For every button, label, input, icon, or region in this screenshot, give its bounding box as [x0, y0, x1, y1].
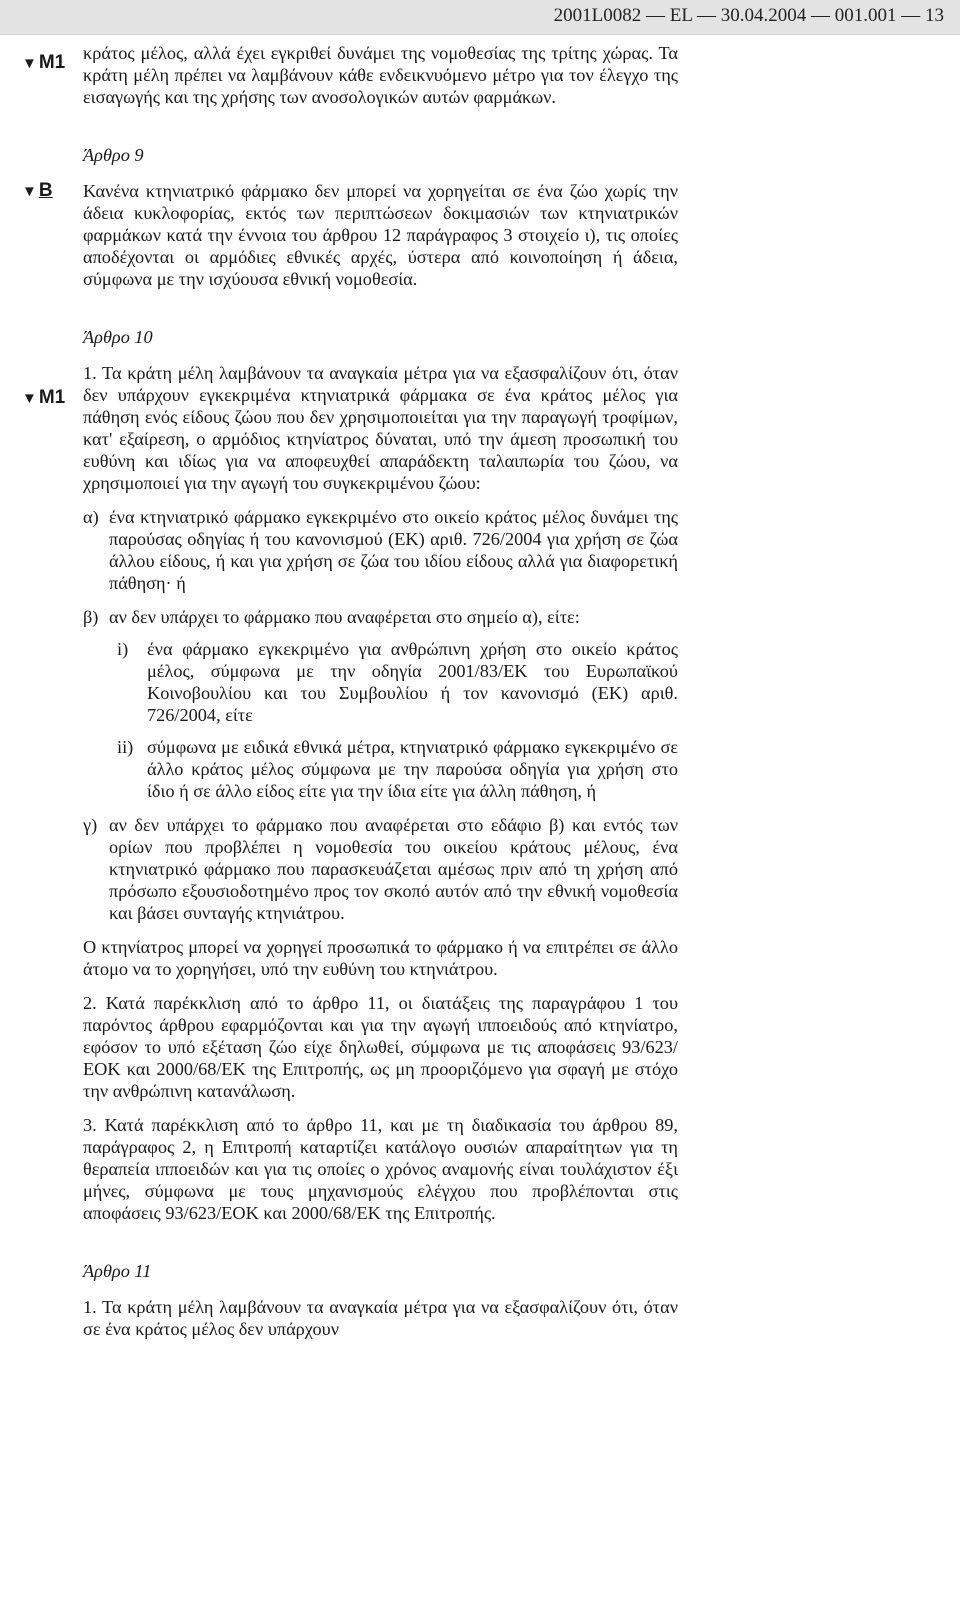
list-item: [83, 814, 678, 924]
document-reference: 2001L0082 — EL — 30.04.2004 — 001.001 — 13: [553, 5, 944, 26]
article-heading: Άρθρο 10: [83, 327, 153, 347]
list-label: ii): [117, 737, 134, 757]
list-item: [83, 606, 678, 628]
list-text: ένα φάρμακο εγκεκριμένο για ανθρώπινη χρήση στο οικείο κράτος μέλος, σύμφωνα με την οδηγία 2001/83/ΕΚ του Ευρωπαϊκού Κοινοβουλίου και του Συμβουλίου ή τον κανονισμό (ΕΚ) αριθ. 726/2004, είτε: [147, 639, 678, 725]
amendment-marker-m1: ▼ M1: [22, 52, 66, 73]
list-label: β): [83, 607, 99, 627]
list-text: αν δεν υπάρχει το φάρμακο που αναφέρεται στο σημείο α), είτε:: [109, 607, 580, 627]
triangle-down-icon: ▼: [22, 183, 37, 200]
list-text: αν δεν υπάρχει το φάρμακο που αναφέρεται στο εδάφιο β) και εντός των ορίων που προβλέπει η νομοθεσία του οικείου κράτους μέλους, ένα κτηνιατρικό φάρμακο που παρασκευάζεται αμέσως πριν από τη χρήση από πρόσωπο εξουσιοδοτημένο προς τον σκοπό αυτόν από την εθνική νομοθεσία και βάσει συνταγής κτηνιάτρου.: [109, 815, 678, 923]
triangle-down-icon: ▼: [22, 390, 37, 407]
article-10-paragraph-3: 3. Κατά παρέκκλιση από το άρθρο 11, και με τη διαδικασία του άρθρου 89, παράγραφος 2, η Επιτροπή καταρτίζει κατάλογο ουσιών απαραίτητων για τη θεραπεία ιπποειδών και για τις οποίες ο χρόνος αναμονής είναι τουλάχιστον έξι μήνες, σύμφωνα με τους μηχανισμούς ελέγχου που προβλέπονται στις αποφάσεις 93/623/ΕΟΚ και 2000/68/ΕΚ της Επιτροπής.: [83, 1115, 678, 1223]
amendment-marker-b: ▼ B: [22, 180, 53, 201]
page-header: [0, 0, 960, 35]
list-label: γ): [83, 815, 98, 835]
article-heading: Άρθρο 9: [83, 145, 144, 165]
article-10-paragraph-1: 1. Τα κράτη μέλη λαμβάνουν τα αναγκαία μέτρα για να εξασφαλίζουν ότι, όταν δεν υπάρχουν εγκεκριμένα κτηνιατρικά φάρμακα σε ένα κράτος μέλος για πάθηση ενός είδους ζώου που δεν χρησιμοποιείται για την παραγωγή τροφίμων, κατ' εξαίρεση, ο αρμόδιος κτηνίατρος δύναται, υπό την άμεση προσωπική του ευθύνη και ιδίως για να αποφευχθεί απαράδεκτη ταλαιπωρία του ζώου, να χρησιμοποιεί για την αγωγή του συγκεκριμένου ζώου:: [83, 363, 678, 493]
article-10-vet-paragraph: Ο κτηνίατρος μπορεί να χορηγεί προσωπικά το φάρμακο ή να επιτρέπει σε άλλο άτομο να το χορηγήσει, υπό την ευθύνη του κτηνιάτρου.: [83, 937, 678, 979]
list-item: [117, 638, 678, 726]
list-text: σύμφωνα με ειδικά εθνικά μέτρα, κτηνιατρικό φάρμακο εγκεκριμένο σε άλλο κράτος μέλος σύμφωνα με την παρούσα οδηγία για χρήση στο ίδιο ή σε άλλο είδος είτε για την ίδια είτε για άλλη πάθηση, ή: [147, 737, 678, 801]
article-10-paragraph-2: 2. Κατά παρέκκλιση από το άρθρο 11, οι διατάξεις της παραγράφου 1 του παρόντος άρθρου εφαρμόζονται και για την αγωγή ιπποειδούς από κτηνίατρο, εφόσον το υπό εξέταση ζώο είχε δηλωθεί, σύμφωνα με τις αποφάσεις 93/623/ΕΟΚ και 2000/68/ΕΚ της Επιτροπής, ως μη προοριζόμενο για σφαγή με στόχο την ανθρώπινη κατανάλωση.: [83, 993, 678, 1101]
list-item: [117, 736, 678, 802]
triangle-down-icon: ▼: [22, 55, 37, 72]
article-9-text: Κανένα κτηνιατρικό φάρμακο δεν μπορεί να χορηγείται σε ένα ζώο χωρίς την άδεια κυκλοφορίας, εκτός των περιπτώσεων δοκιμασιών των κτηνιατρικών φαρμάκων κατά την έννοια του άρθρου 12 παράγραφος 3 στοιχείο ι), τις οποίες αποδέχονται οι αρμόδιες εθνικές αρχές, ύστερα από κοινοποίηση ή άδεια, σύμφωνα με την ισχύουσα εθνική νομοθεσία.: [83, 181, 678, 289]
list-label: i): [117, 639, 129, 659]
list-text: ένα κτηνιατρικό φάρμακο εγκεκριμένο στο οικείο κράτος μέλος δυνάμει της παρούσας οδηγίας ή του κανονισμού (ΕΚ) αριθ. 726/2004 για χρήση σε ζώα άλλου είδους, ή και για χρήση σε ζώα του ιδίου είδους αλλά για διαφορετική πάθηση· ή: [109, 507, 678, 593]
sub-list: [83, 638, 678, 802]
list-item: [83, 506, 678, 594]
document-body: [83, 42, 678, 1340]
amendment-marker-m1: ▼ M1: [22, 387, 66, 408]
intro-paragraph: κράτος μέλος, αλλά έχει εγκριθεί δυνάμει της νομοθεσίας της τρίτης χώρας. Τα κράτη μέλη πρέπει να λαμβάνουν κάθε ενδεικνυόμενο μέτρο για τον έλεγχο της εισαγωγής και της χρήσης των ανοσολογικών αυτών φαρμάκων.: [83, 43, 678, 107]
list-label: α): [83, 507, 99, 527]
article-heading: Άρθρο 11: [83, 1261, 152, 1281]
article-11-paragraph-1: 1. Τα κράτη μέλη λαμβάνουν τα αναγκαία μέτρα για να εξασφαλίζουν ότι, όταν σε ένα κράτος μέλος δεν υπάρχουν: [83, 1297, 678, 1339]
